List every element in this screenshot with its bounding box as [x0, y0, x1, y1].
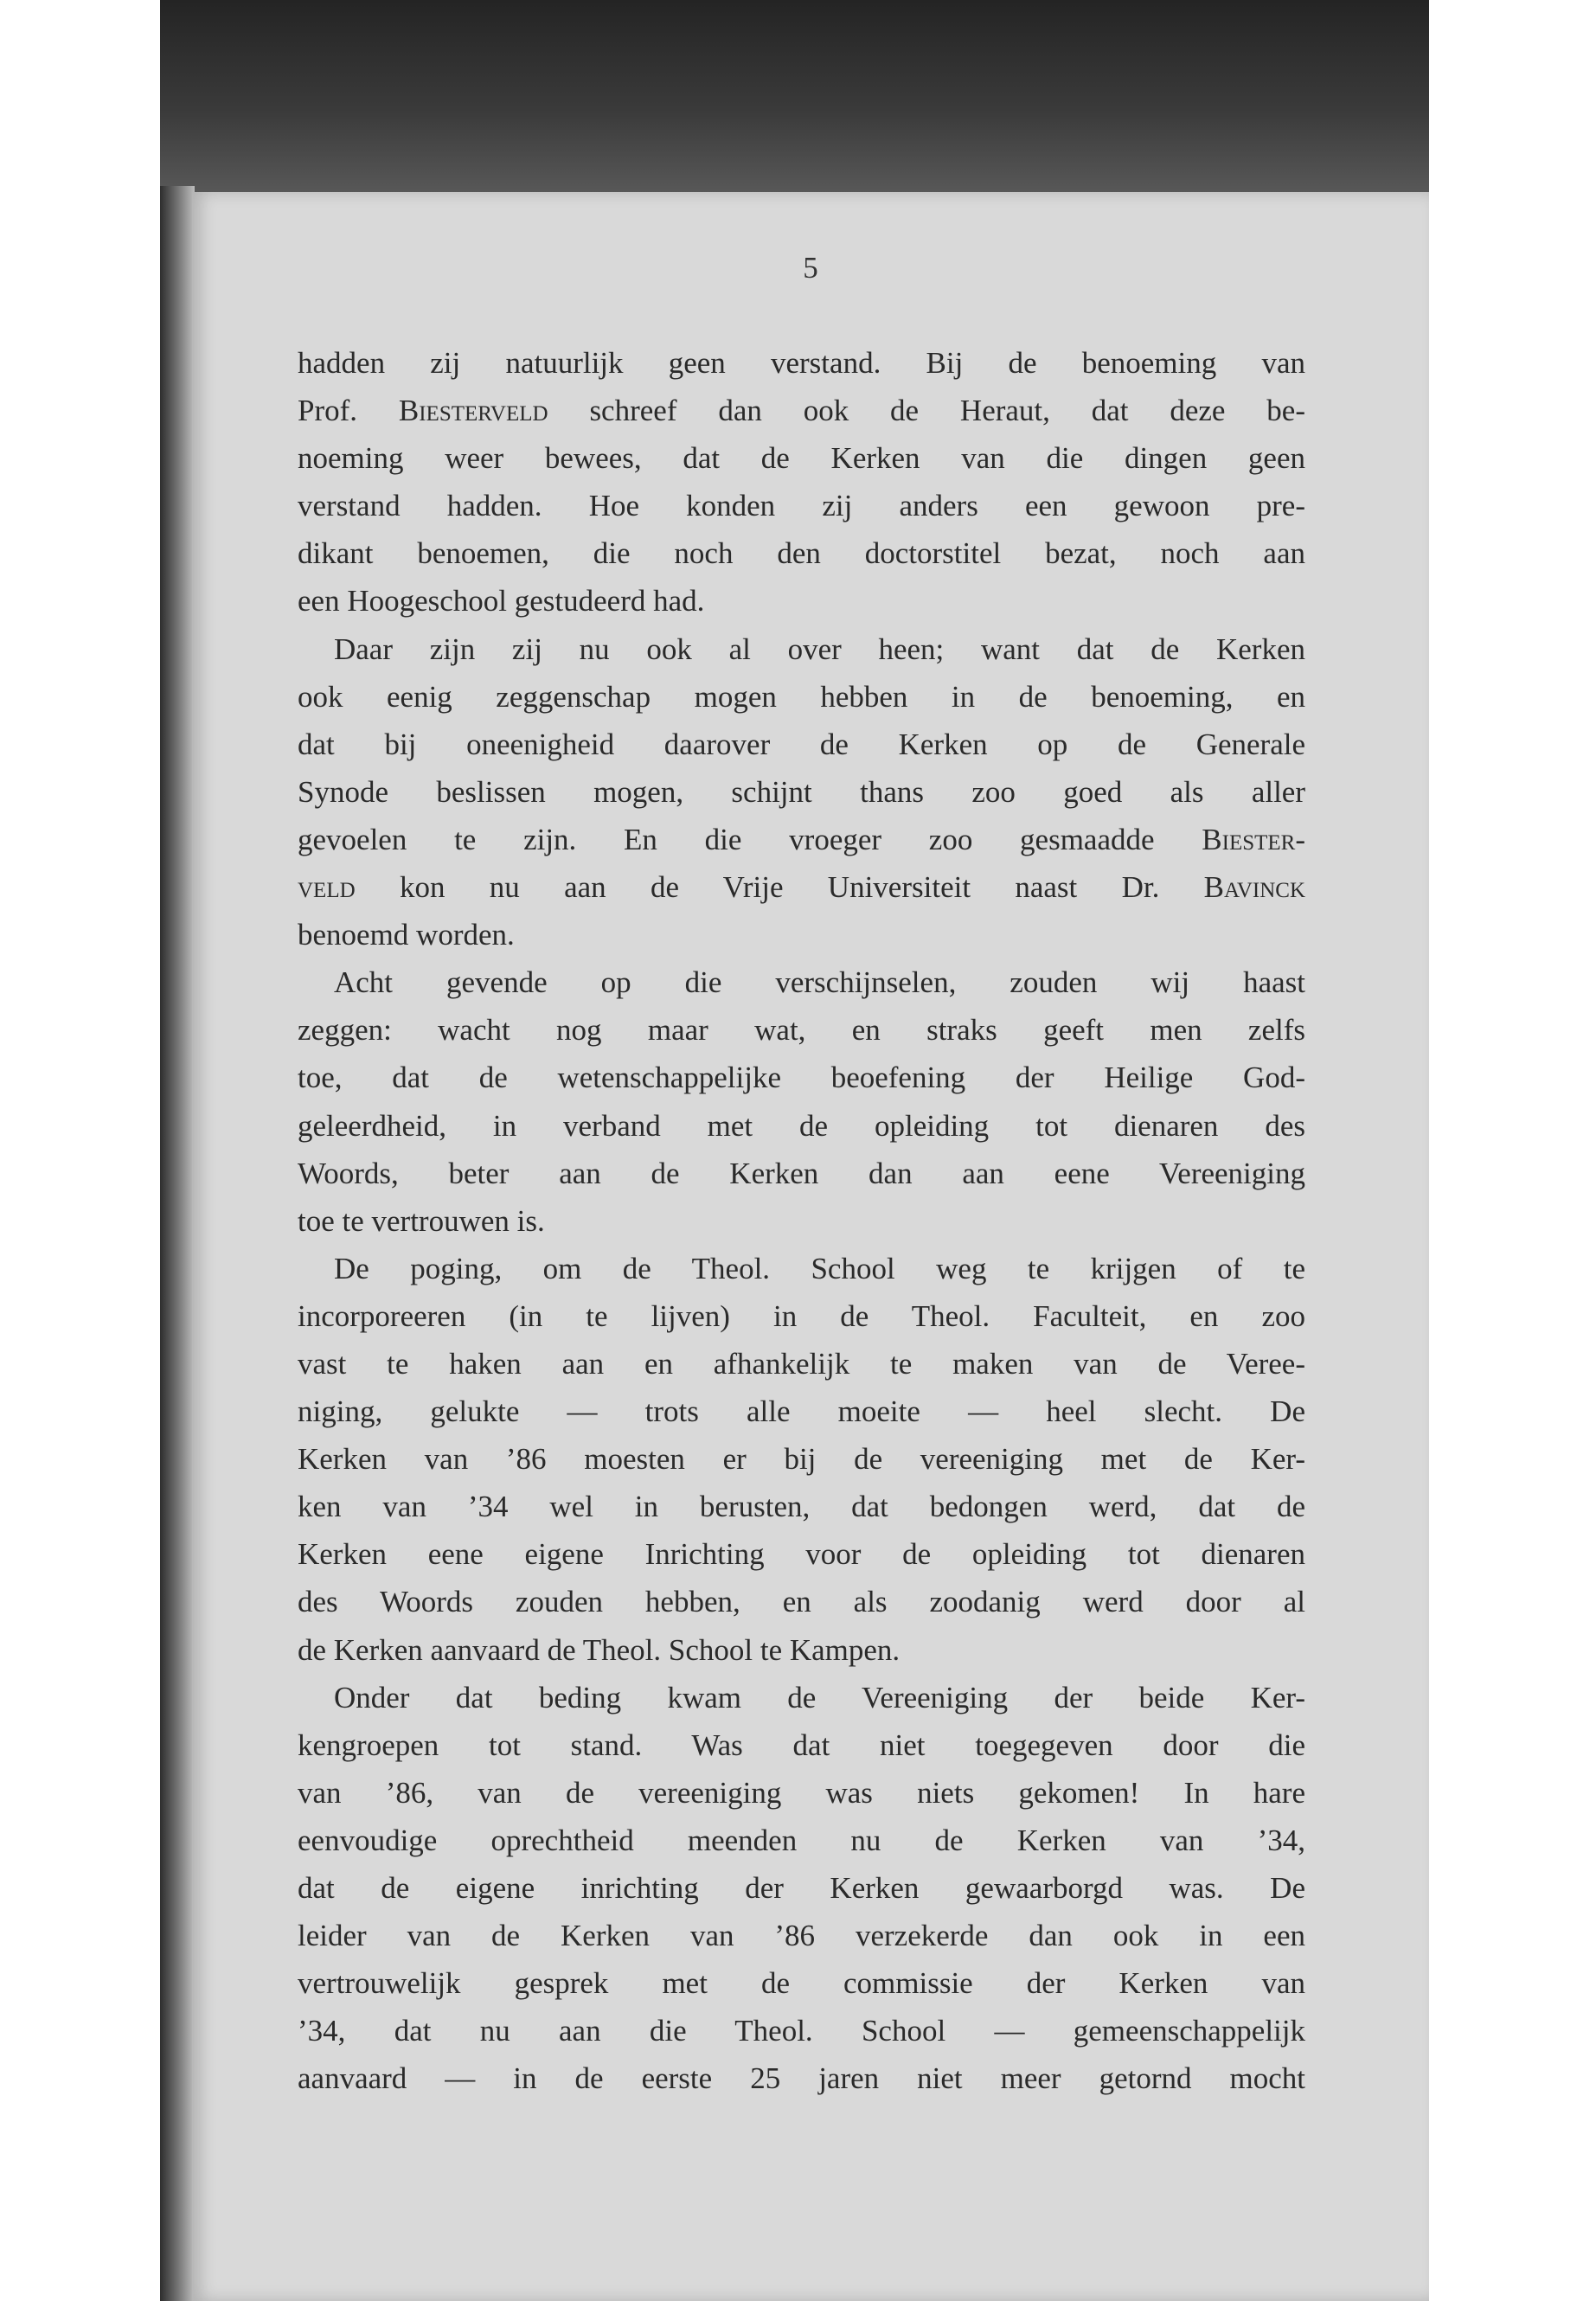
text-line: dikant benoemen, die noch den doctorstitel bezat, noch aan: [298, 536, 1305, 571]
text-line: geleerdheid, in verband met de opleiding tot dienaren des: [298, 1108, 1305, 1143]
text-line: verstand hadden. Hoe konden zij anders een gewoon pre-: [298, 489, 1305, 523]
text-line: Acht gevende op die verschijnselen, zouden wij haast: [334, 965, 1305, 1000]
small-caps-name: Bavinck: [1203, 870, 1305, 905]
text-line: des Woords zouden hebben, en als zoodanig werd door al: [298, 1585, 1305, 1619]
text-line: vertrouwelijk gesprek met de commissie der Kerken van: [298, 1966, 1305, 2001]
text-line: De poging, om de Theol. School weg te krijgen of te: [334, 1251, 1305, 1285]
text-line: hadden zij natuurlijk geen verstand. Bij de benoeming van: [298, 346, 1305, 380]
text-line: benoemd worden.: [298, 918, 515, 952]
text-line: ken van ’34 wel in berusten, dat bedongen werd, dat de: [298, 1490, 1305, 1524]
text-line: niging, gelukte — trots alle moeite — heel slecht. De: [298, 1394, 1305, 1429]
text-line: leider van de Kerken van ’86 verzekerde dan ook in een: [298, 1919, 1305, 1953]
page-number: 5: [803, 251, 818, 285]
right-margin: [1429, 0, 1596, 2301]
text-line: toe, dat de wetenschappelijke beoefening der Heilige God-: [298, 1061, 1305, 1095]
text-line: [298, 863, 1305, 911]
small-caps-name: Biester-: [1202, 822, 1305, 856]
text-line: toe te vertrouwen is.: [298, 1203, 545, 1238]
scan-background: [160, 0, 1429, 199]
text-line: Woords, beter aan de Kerken dan aan eene Vereeniging: [298, 1156, 1305, 1190]
text-line: zeggen: wacht nog maar wat, en straks geeft men zelfs: [298, 1013, 1305, 1048]
text-line: noeming weer bewees, dat de Kerken van die dingen geen: [298, 441, 1305, 476]
text-line: dat bij oneenigheid daarover de Kerken op de Generale: [298, 727, 1305, 761]
left-margin: [0, 0, 160, 2301]
body-text: [298, 339, 1305, 2102]
text-line: Synode beslissen mogen, schijnt thans zoo goed als aller: [298, 774, 1305, 809]
text-line: eenvoudige oprechtheid meenden nu de Kerken van ’34,: [298, 1823, 1305, 1857]
text-line: vast te haken aan en afhankelijk te maken van de Veree-: [298, 1346, 1305, 1381]
text-line: ook eenig zeggenschap mogen hebben in de benoeming, en: [298, 679, 1305, 714]
text-line: de Kerken aanvaard de Theol. School te Kampen.: [298, 1632, 901, 1667]
text-line: Kerken eene eigene Inrichting voor de opleiding tot dienaren: [298, 1537, 1305, 1572]
small-caps-name: Biesterveld: [398, 394, 548, 428]
text-line: Daar zijn zij nu ook al over heen; want dat de Kerken: [334, 631, 1305, 666]
text-line: aanvaard — in de eerste 25 jaren niet meer getornd mocht: [298, 2061, 1305, 2096]
text-line: een Hoogeschool gestudeerd had.: [298, 584, 705, 619]
text-segment: schreef dan ook de Heraut, dat deze be-: [548, 394, 1305, 428]
text-line: [298, 387, 1305, 434]
text-line: ’34, dat nu aan die Theol. School — gemeenschappelijk: [298, 2014, 1305, 2048]
text-line: [298, 816, 1305, 863]
text-line: Onder dat beding kwam de Vereeniging der beide Ker-: [334, 1680, 1305, 1715]
text-line: incorporeeren (in te lijven) in de Theol. Faculteit, en zoo: [298, 1298, 1305, 1333]
text-segment: Prof.: [298, 394, 399, 428]
text-line: kengroepen tot stand. Was dat niet toegegeven door die: [298, 1727, 1305, 1762]
text-segment: gevoelen te zijn. En die vroeger zoo gesmaadde: [298, 822, 1202, 856]
text-segment: kon nu aan de Vrije Universiteit naast Dr.: [355, 870, 1204, 905]
text-line: Kerken van ’86 moesten er bij de vereeniging met de Ker-: [298, 1442, 1305, 1477]
book-spine-edge: [160, 186, 195, 2301]
small-caps-name: veld: [298, 870, 356, 905]
book-page: [192, 192, 1429, 2301]
text-line: dat de eigene inrichting der Kerken gewaarborgd was. De: [298, 1871, 1305, 1905]
text-line: van ’86, van de vereeniging was niets gekomen! In hare: [298, 1775, 1305, 1810]
